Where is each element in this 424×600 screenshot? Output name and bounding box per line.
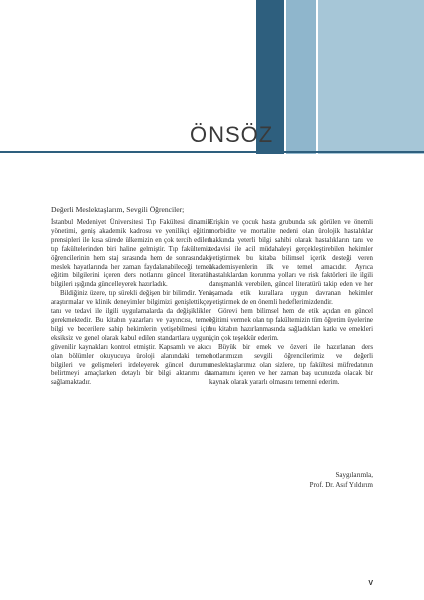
header-bar-mid <box>286 0 316 154</box>
paragraph: İstanbul Medeniyet Üniversitesi Tıp Fakültesi dinamik yönetimi, geniş akademik kadrosu ve yenilikçi eğitim prensipleri ile kısa sürede ülkemizin en çok tercih edilen tıp fakültelerinden biri haline gelmiştir. Tıp fakültemiz öğrencilerinin hem staj sırasında hem de sonrasındaki meslek hayatlarında her zaman faydalanabileceği temel eğitim bilgilerini içeren ders notlarını güncel literatür bilgileri ışığında güncelleyerek hazırladık. <box>51 219 211 289</box>
paragraph: Bildiğiniz üzere, tıp sürekli değişen bir bilimdir. Yeni araştırmalar ve klinik deneyimler bilgimizi genişlettikçe, tanı ve tedavi ile ilgili uygulamalarda da değişiklikler gerekmektedir. Bu kitabın yazarları ve yayıncısı, temel bilgi ve becerilere sahip hekimlerin yetişebilmesi için eksiksiz ve genel olarak kabul edilen standartlara uygun, güvenilir kaynakları kontrol etmiştir. Kapsamlı ve akıcı olan bölümler okuyucuya üroloji alanındaki temel bilgileri ve gelişmeleri irdeleyerek güncel durumu belirtmeyi amaçlarken detaylı bir bilgi aktarımı da sağlamaktadır. <box>51 290 211 387</box>
left-column <box>51 219 211 388</box>
header-rule <box>0 151 424 153</box>
paragraph: Büyük bir emek ve özveri ile hazırlanan ders notlarımızın sevgili öğrencilerimiz ve değerli meslektaşlarımız olan sizlere, tıp fakültesi müfredatının tamamını içeren ve her zaman baş ucunuzda olacak bir kaynak olarak yararlı olmasını temenni ederim. <box>209 343 373 387</box>
signature: Prof. Dr. Asıf Yıldırım <box>309 481 373 489</box>
salutation: Saygılarımla, <box>335 471 373 479</box>
paragraph: Görevi hem bilimsel hem de etik açıdan en güncel eğitimi vermek olan tıp fakültemizin tüm öğretim üyelerine bu kitabın hazırlanmasında sağladıkları katkı ve emekleri için çok teşekkür ederim. <box>209 308 373 342</box>
page-title: ÖNSÖZ <box>190 122 274 147</box>
greeting: Değerli Meslektaşlarım, Sevgili Öğrenciler; <box>51 205 185 214</box>
closing <box>310 470 373 490</box>
right-column <box>209 219 373 388</box>
paragraph: Erişkin ve çocuk hasta grubunda sık görülen ve önemli morbidite ve mortalite nedeni olan ürolojik hastalıklar hakkında yeterli bilgi sahibi olarak hastalıkların tanı ve tedavisi ile acil müdahaleyi gerçekleştirebilen hekimler yetiştirmek bu kitaba bilimsel içerik desteği veren akademisyenlerin ilk ve temel amacıdır. Ayrıca hastalıklardan korunma yolları ve risk faktörleri ile ilgili danışmanlık verebilen, güncel literatürü takip eden ve her aşamada etik kurallara uygun davranan hekimler yetiştirmek de en önemli hedeflerimizdendir. <box>209 219 373 307</box>
header-bar-light <box>318 0 424 154</box>
page-number: V <box>368 580 373 587</box>
